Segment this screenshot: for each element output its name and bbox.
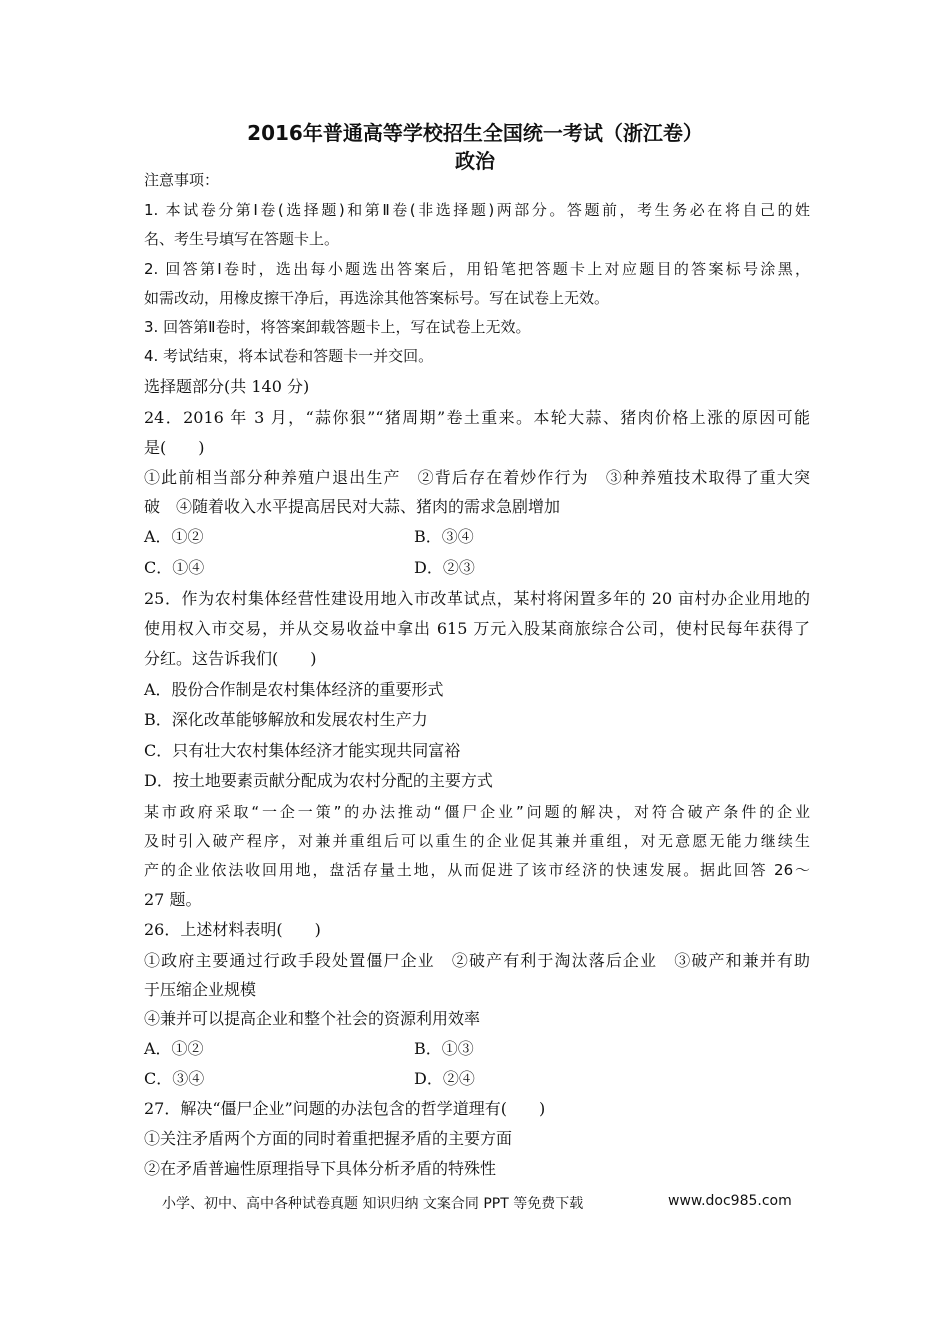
q24-stem: 24．2016 年 3 月，“蒜你狠”“猪周期”卷土重来。本轮大蒜、猪肉价格上涨的原因可能 [144,408,810,427]
q24-option-a: A．①② [144,527,204,546]
q24-option-b: B．③④ [414,527,474,546]
q24-stem-cont: 是( ) [144,438,205,457]
footer-text: 小学、初中、高中各种试卷真题 知识归纳 文案合同 PPT 等免费下载 [162,1196,584,1212]
note-2: 2. 回答第Ⅰ卷时，选出每小题选出答案后，用铅笔把答题卡上对应题目的答案标号涂黑， [144,260,810,278]
q24-items-cont: 破 ④随着收入水平提高居民对大蒜、猪肉的需求急剧增加 [144,497,561,516]
note-3: 3. 回答第Ⅱ卷时，将答案卸载答题卡上，写在试卷上无效。 [144,318,531,336]
q27-stem: 27．解决“僵尸企业”问题的办法包含的哲学道理有( ) [144,1099,546,1118]
q24-option-d: D．②③ [414,558,475,577]
q25-option-d: D．按土地要素贡献分配成为农村分配的主要方式 [144,771,493,790]
material-text-2: 及时引入破产程序，对兼并重组后可以重生的企业促其兼并重组，对无意愿无能力继续生 [144,832,810,850]
q26-option-d: D．②④ [414,1069,475,1088]
exam-title: 2016年普通高等学校招生全国统一考试（浙江卷） [247,121,703,145]
q26-item-4: ④兼并可以提高企业和整个社会的资源利用效率 [144,1009,481,1028]
q25-option-b: B．深化改革能够解放和发展农村生产力 [144,710,428,729]
material-text-4: 27 题。 [144,890,202,909]
section-heading: 选择题部分(共 140 分) [144,377,310,396]
q25-option-c: C．只有壮大农村集体经济才能实现共同富裕 [144,741,461,760]
q25-stem-end: 分红。这告诉我们( ) [144,649,317,668]
q26-option-a: A．①② [144,1039,204,1058]
q26-items: ①政府主要通过行政手段处置僵尸企业 ②破产有利于淘汰落后企业 ③破产和兼并有助 [144,951,810,970]
q24-option-c: C．①④ [144,558,205,577]
q25-stem-cont: 使用权入市交易，并从交易收益中拿出 615 万元入股某商旅综合公司，使村民每年获得了 [144,619,810,638]
q24-items: ①此前相当部分种养殖户退出生产 ②背后存在着炒作行为 ③种养殖技术取得了重大突 [144,468,810,487]
exam-subject: 政治 [455,149,495,173]
note-1: 1. 本试卷分第Ⅰ卷(选择题)和第Ⅱ卷(非选择题)两部分。答题前，考生务必在将自己的姓 [144,201,810,219]
q26-items-cont: 于压缩企业规模 [144,980,257,999]
q26-option-b: B．①③ [414,1039,474,1058]
note-2-cont: 如需改动，用橡皮擦干净后，再选涂其他答案标号。写在试卷上无效。 [144,289,610,307]
q26-stem: 26．上述材料表明( ) [144,920,321,939]
footer-url[interactable]: www.doc985.com [668,1193,792,1209]
material-text: 某市政府采取“一企一策”的办法推动“僵尸企业”问题的解决，对符合破产条件的企业 [144,803,810,821]
note-4: 4. 考试结束，将本试卷和答题卡一并交回。 [144,347,434,365]
note-1-cont: 名、考生号填写在答题卡上。 [144,230,340,248]
notes-heading: 注意事项： [144,171,220,189]
q27-item-1: ①关注矛盾两个方面的同时着重把握矛盾的主要方面 [144,1129,513,1148]
q26-option-c: C．③④ [144,1069,205,1088]
q25-stem: 25．作为农村集体经营性建设用地入市改革试点，某村将闲置多年的 20 亩村办企业用地的 [144,589,810,608]
material-text-3: 产的企业依法收回用地，盘活存量土地，从而促进了该市经济的快速发展。据此回答 26～ [144,861,810,879]
q27-item-2: ②在矛盾普遍性原理指导下具体分析矛盾的特殊性 [144,1159,497,1178]
q25-option-a: A．股份合作制是农村集体经济的重要形式 [144,680,444,699]
